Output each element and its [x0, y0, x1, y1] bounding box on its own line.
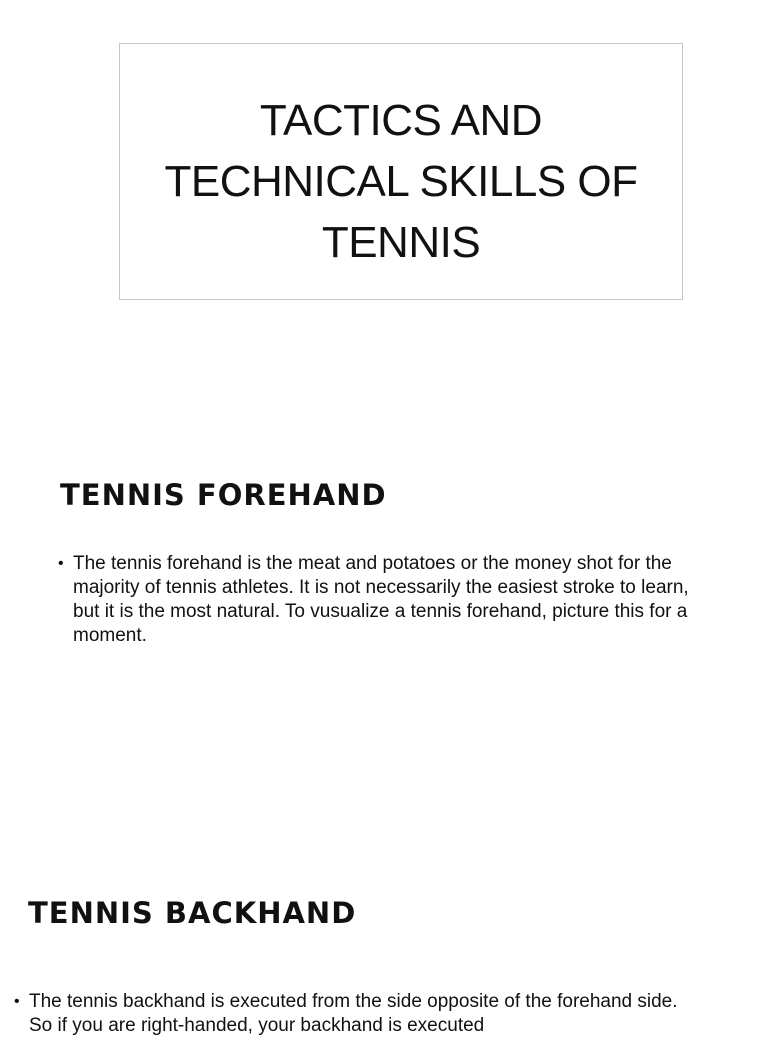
title-line-3: TENNIS: [321, 218, 481, 267]
backhand-bullet: [14, 990, 694, 1038]
forehand-bullet: [58, 552, 708, 648]
forehand-bullet-text: The tennis forehand is the meat and potatoes or the money shot for the majority of tennis athletes. It is not necessarily the easiest stroke to learn, but it is the most natural. To vusualize a tennis forehand, picture this for a moment.: [73, 553, 689, 646]
title-line-2: TECHNICAL SKILLS OF: [164, 157, 638, 206]
backhand-bullet-text: The tennis backhand is executed from the side opposite of the forehand side. So if you are right-handed, your backhand is executed: [29, 991, 678, 1036]
document-title: [120, 90, 682, 273]
bullet-marker: •: [14, 993, 20, 1010]
bullet-marker: •: [58, 555, 64, 572]
backhand-heading: TENNIS BACKHAND: [28, 896, 357, 930]
forehand-heading: TENNIS FOREHAND: [60, 478, 387, 512]
title-slide: [119, 43, 683, 300]
title-line-1: TACTICS AND: [259, 96, 543, 145]
